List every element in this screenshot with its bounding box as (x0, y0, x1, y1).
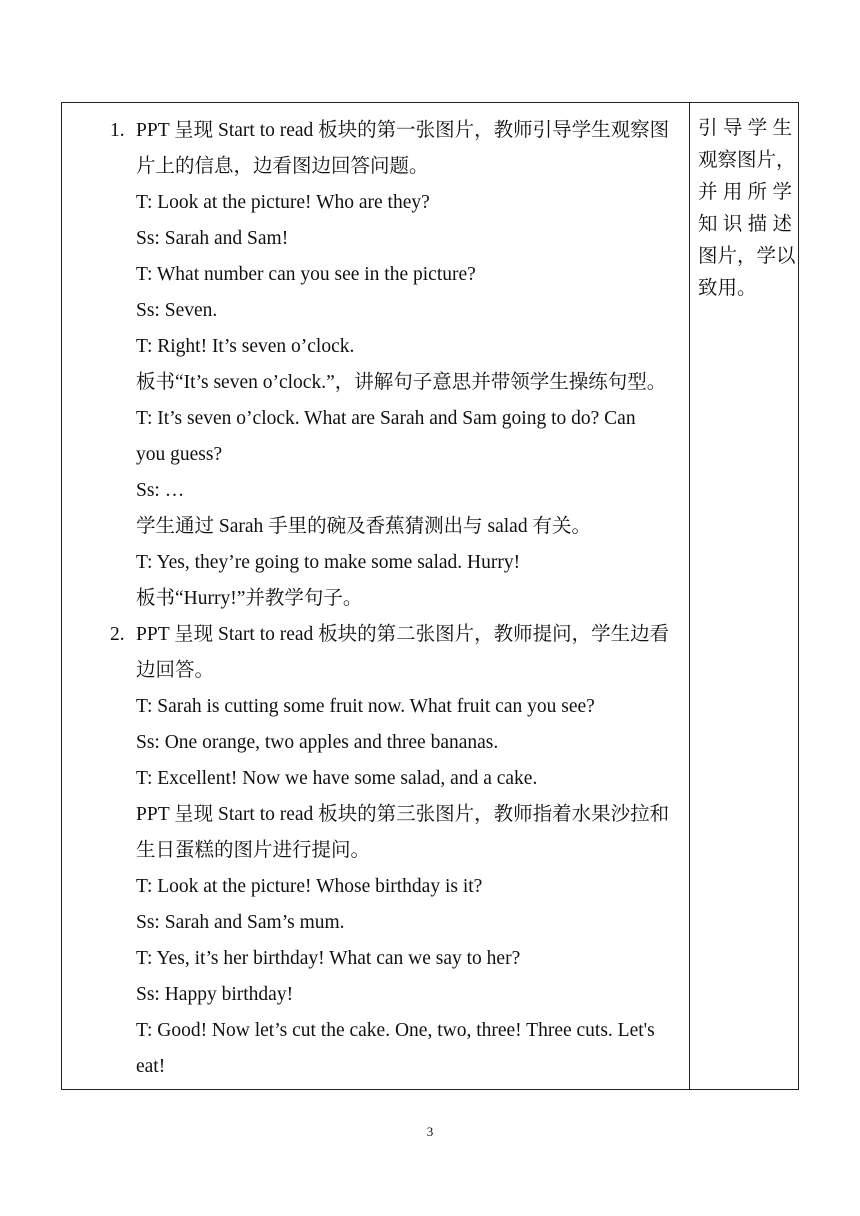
intent-line: 引 导 学 生 (698, 118, 792, 139)
lesson-table (61, 102, 799, 1090)
text-line: Ss: Seven. (136, 300, 218, 321)
text-line: Ss: Sarah and Sam! (136, 228, 289, 249)
text-line: PPT 呈现 Start to read 板块的第三张图片，教师指着水果沙拉和 (136, 804, 670, 825)
text-line: T: Look at the picture! Whose birthday is it? (136, 876, 483, 897)
text-line: Ss: … (136, 480, 185, 501)
text-line: Ss: Happy birthday! (136, 984, 294, 1005)
text-line: 边回答。 (136, 660, 215, 681)
text-line: T: Look at the picture! Who are they? (136, 192, 430, 213)
text-line: T: Yes, they’re going to make some salad. Hurry! (136, 552, 521, 573)
intent-line: 观察图片， (698, 150, 796, 171)
text-line: PPT 呈现 Start to read 板块的第一张图片，教师引导学生观察图 (136, 120, 670, 141)
procedure-cell (62, 103, 690, 1089)
text-line: 片上的信息，边看图边回答问题。 (136, 156, 429, 177)
text-line: Ss: Sarah and Sam’s mum. (136, 912, 345, 933)
intent-line: 并 用 所 学 (698, 182, 792, 203)
text-line: T: What number can you see in the picture? (136, 264, 476, 285)
design-intent-cell (690, 103, 798, 1089)
text-line: PPT 呈现 Start to read 板块的第二张图片，教师提问，学生边看 (136, 624, 670, 645)
item-number-2: 2. (110, 624, 125, 645)
text-line: T: It’s seven o’clock. What are Sarah and Sam going to do? Can (136, 408, 636, 429)
text-line: 学生通过 Sarah 手里的碗及香蕉猜测出与 salad 有关。 (136, 516, 591, 537)
text-line: T: Yes, it’s her birthday! What can we say to her? (136, 948, 521, 969)
text-line: eat! (136, 1056, 166, 1077)
text-line: 生日蛋糕的图片进行提问。 (136, 840, 371, 861)
text-line: T: Good! Now let’s cut the cake. One, two, three! Three cuts. Let's (136, 1020, 655, 1041)
page-number: 3 (426, 1124, 434, 1139)
item-number-1: 1. (110, 120, 125, 141)
intent-line: 致用。 (698, 278, 757, 299)
text-line: T: Excellent! Now we have some salad, and a cake. (136, 768, 538, 789)
intent-line: 知 识 描 述 (698, 214, 792, 235)
text-line: 板书“It’s seven o’clock.”，讲解句子意思并带领学生操练句型。 (136, 372, 667, 393)
text-line: T: Sarah is cutting some fruit now. What fruit can you see? (136, 696, 595, 717)
text-line: 板书“Hurry!”并教学句子。 (136, 588, 363, 609)
text-line: you guess? (136, 444, 223, 465)
text-line: T: Right! It’s seven o’clock. (136, 336, 355, 357)
text-line: Ss: One orange, two apples and three bananas. (136, 732, 499, 753)
intent-line: 图片，学以 (698, 246, 796, 267)
